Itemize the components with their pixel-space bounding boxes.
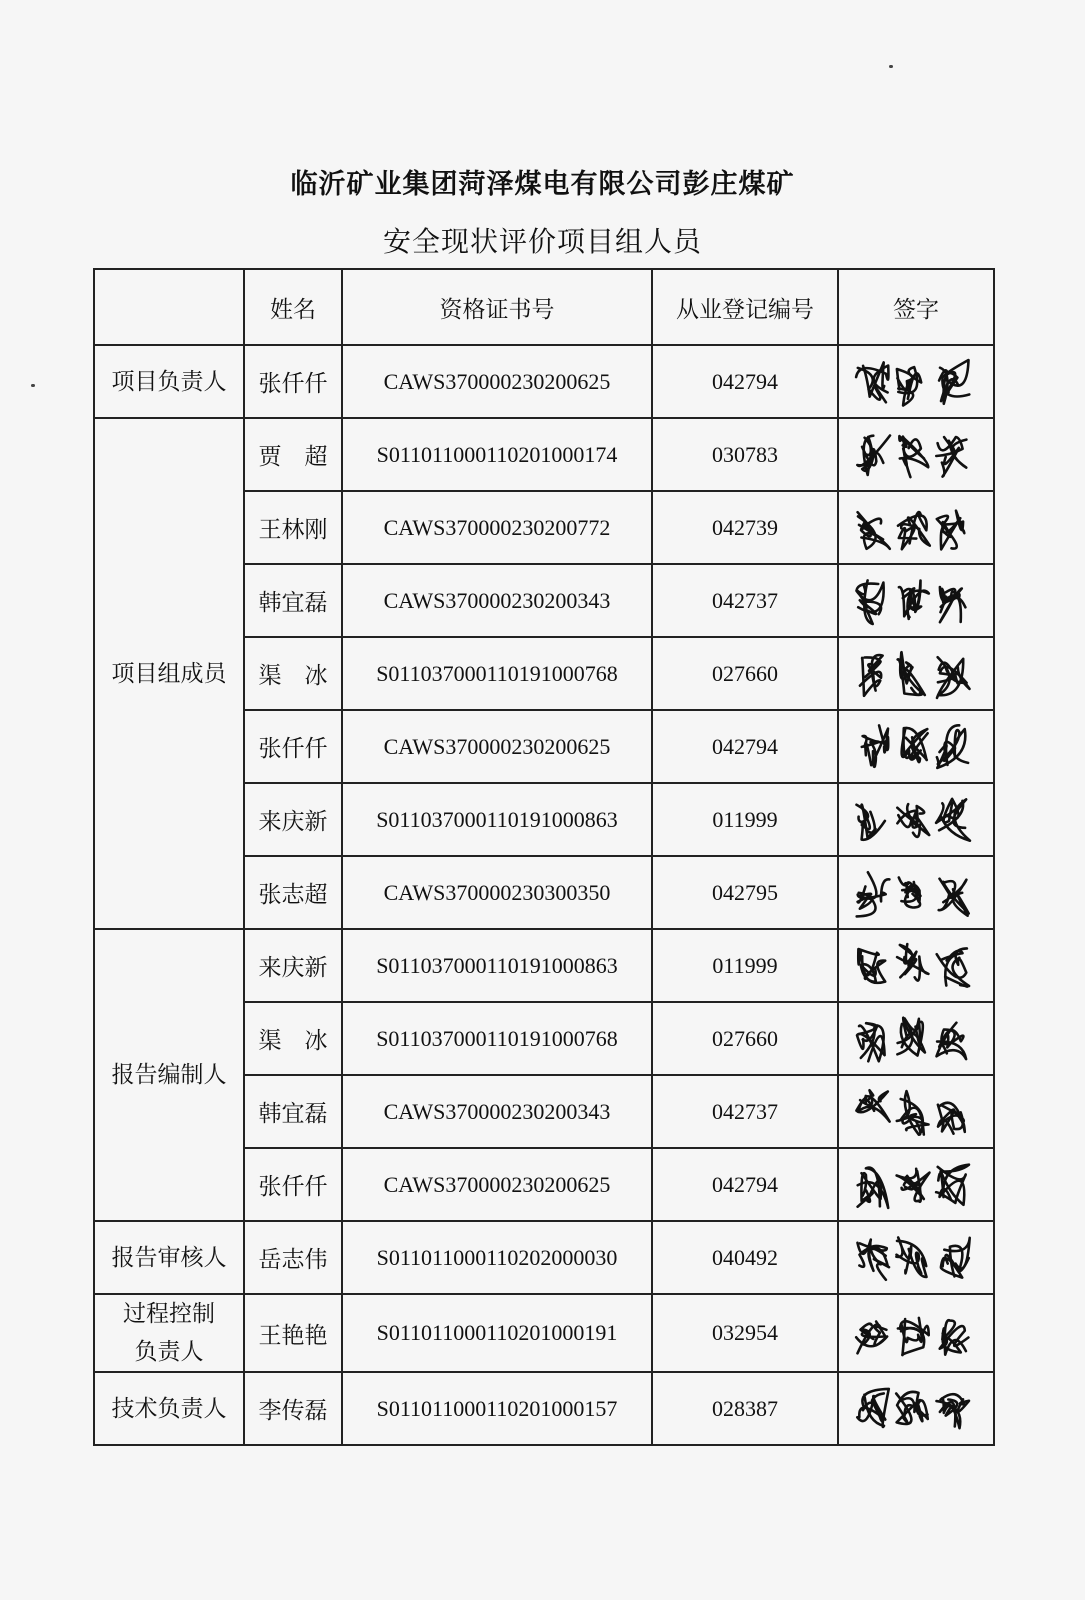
document-title: 临沂矿业集团菏泽煤电有限公司彭庄煤矿 [290,169,795,200]
signature-cell [838,710,994,783]
cert-number-cell: S011011000110201000157 [342,1372,652,1445]
cert-number-cell: CAWS370000230200625 [342,1148,652,1221]
handwritten-signature [846,1082,986,1142]
header-registration-number: 从业登记编号 [652,269,838,345]
handwritten-signature [846,936,986,996]
role-cell [94,1221,244,1294]
header-name: 姓名 [244,269,342,345]
scan-speck [31,384,35,387]
role-label: 过程控制 负责人 [123,1301,215,1365]
registration-number-cell: 027660 [652,1002,838,1075]
registration-number-cell: 027660 [652,637,838,710]
role-label: 项目组成员 [111,660,227,687]
document-subtitle: 安全现状评价项目组人员 [382,225,702,258]
name-cell: 李传磊 [244,1372,342,1445]
cert-number-cell: S011011000110202000030 [342,1221,652,1294]
cert-number-cell: CAWS370000230200343 [342,1075,652,1148]
cert-number-cell: S011037000110191000863 [342,783,652,856]
header-cert-number: 资格证书号 [342,269,652,345]
handwritten-signature [846,498,986,558]
handwritten-signature [846,1379,986,1439]
handwritten-signature [846,1228,986,1288]
cert-number-cell: CAWS370000230200772 [342,491,652,564]
signature-cell [838,564,994,637]
personnel-table [93,268,995,1446]
table-header-row [94,269,994,345]
name-cell: 张志超 [244,856,342,929]
name-cell: 来庆新 [244,929,342,1002]
registration-number-cell: 042795 [652,856,838,929]
role-cell [94,929,244,1221]
handwritten-signature [846,717,986,777]
name-cell: 渠 冰 [244,637,342,710]
cert-number-cell: S011011000110201000191 [342,1294,652,1372]
name-cell: 韩宜磊 [244,1075,342,1148]
role-label: 项目负责人 [111,368,227,395]
signature-cell [838,1075,994,1148]
registration-number-cell: 011999 [652,783,838,856]
name-cell: 张仟仟 [244,710,342,783]
name-cell: 渠 冰 [244,1002,342,1075]
registration-number-cell: 040492 [652,1221,838,1294]
handwritten-signature [846,863,986,923]
registration-number-cell: 030783 [652,418,838,491]
signature-cell [838,491,994,564]
signature-cell [838,929,994,1002]
name-cell: 韩宜磊 [244,564,342,637]
name-cell: 王艳艳 [244,1294,342,1372]
name-cell: 张仟仟 [244,345,342,418]
handwritten-signature [846,1009,986,1069]
table-row [94,1221,994,1294]
signature-cell [838,1148,994,1221]
name-cell: 贾 超 [244,418,342,491]
signature-cell [838,783,994,856]
signature-cell [838,637,994,710]
handwritten-signature [846,1155,986,1215]
scan-speck [889,65,893,68]
role-cell [94,1372,244,1445]
name-cell: 王林刚 [244,491,342,564]
role-label: 技术负责人 [111,1395,227,1422]
handwritten-signature [846,644,986,704]
cert-number-cell: S011037000110191000768 [342,637,652,710]
table-row [94,929,994,1002]
handwritten-signature [846,790,986,850]
header-signature: 签字 [838,269,994,345]
role-cell [94,418,244,929]
registration-number-cell: 042737 [652,564,838,637]
role-cell [94,345,244,418]
cert-number-cell: CAWS370000230200343 [342,564,652,637]
handwritten-signature [846,1303,986,1363]
signature-cell [838,856,994,929]
signature-cell [838,1294,994,1372]
cert-number-cell: S011011000110201000174 [342,418,652,491]
role-label: 报告编制人 [111,1062,227,1088]
cert-number-cell: CAWS370000230300350 [342,856,652,929]
table-row [94,1372,994,1445]
name-cell: 来庆新 [244,783,342,856]
signature-cell [838,1372,994,1445]
signature-cell [838,1002,994,1075]
name-cell: 岳志伟 [244,1221,342,1294]
registration-number-cell: 011999 [652,929,838,1002]
registration-number-cell: 042794 [652,710,838,783]
cert-number-cell: S011037000110191000768 [342,1002,652,1075]
handwritten-signature [846,352,986,412]
handwritten-signature [846,571,986,631]
header-role [94,269,244,345]
registration-number-cell: 028387 [652,1372,838,1445]
role-label: 报告审核人 [111,1244,227,1271]
registration-number-cell: 042794 [652,345,838,418]
signature-cell [838,345,994,418]
handwritten-signature [846,425,986,485]
signature-cell [838,418,994,491]
role-cell [94,1294,244,1372]
registration-number-cell: 042794 [652,1148,838,1221]
name-cell: 张仟仟 [244,1148,342,1221]
cert-number-cell: CAWS370000230200625 [342,345,652,418]
signature-cell [838,1221,994,1294]
table-row [94,1294,994,1372]
table-row [94,418,994,491]
table-row [94,345,994,418]
registration-number-cell: 032954 [652,1294,838,1372]
registration-number-cell: 042739 [652,491,838,564]
cert-number-cell: S011037000110191000863 [342,929,652,1002]
cert-number-cell: CAWS370000230200625 [342,710,652,783]
registration-number-cell: 042737 [652,1075,838,1148]
